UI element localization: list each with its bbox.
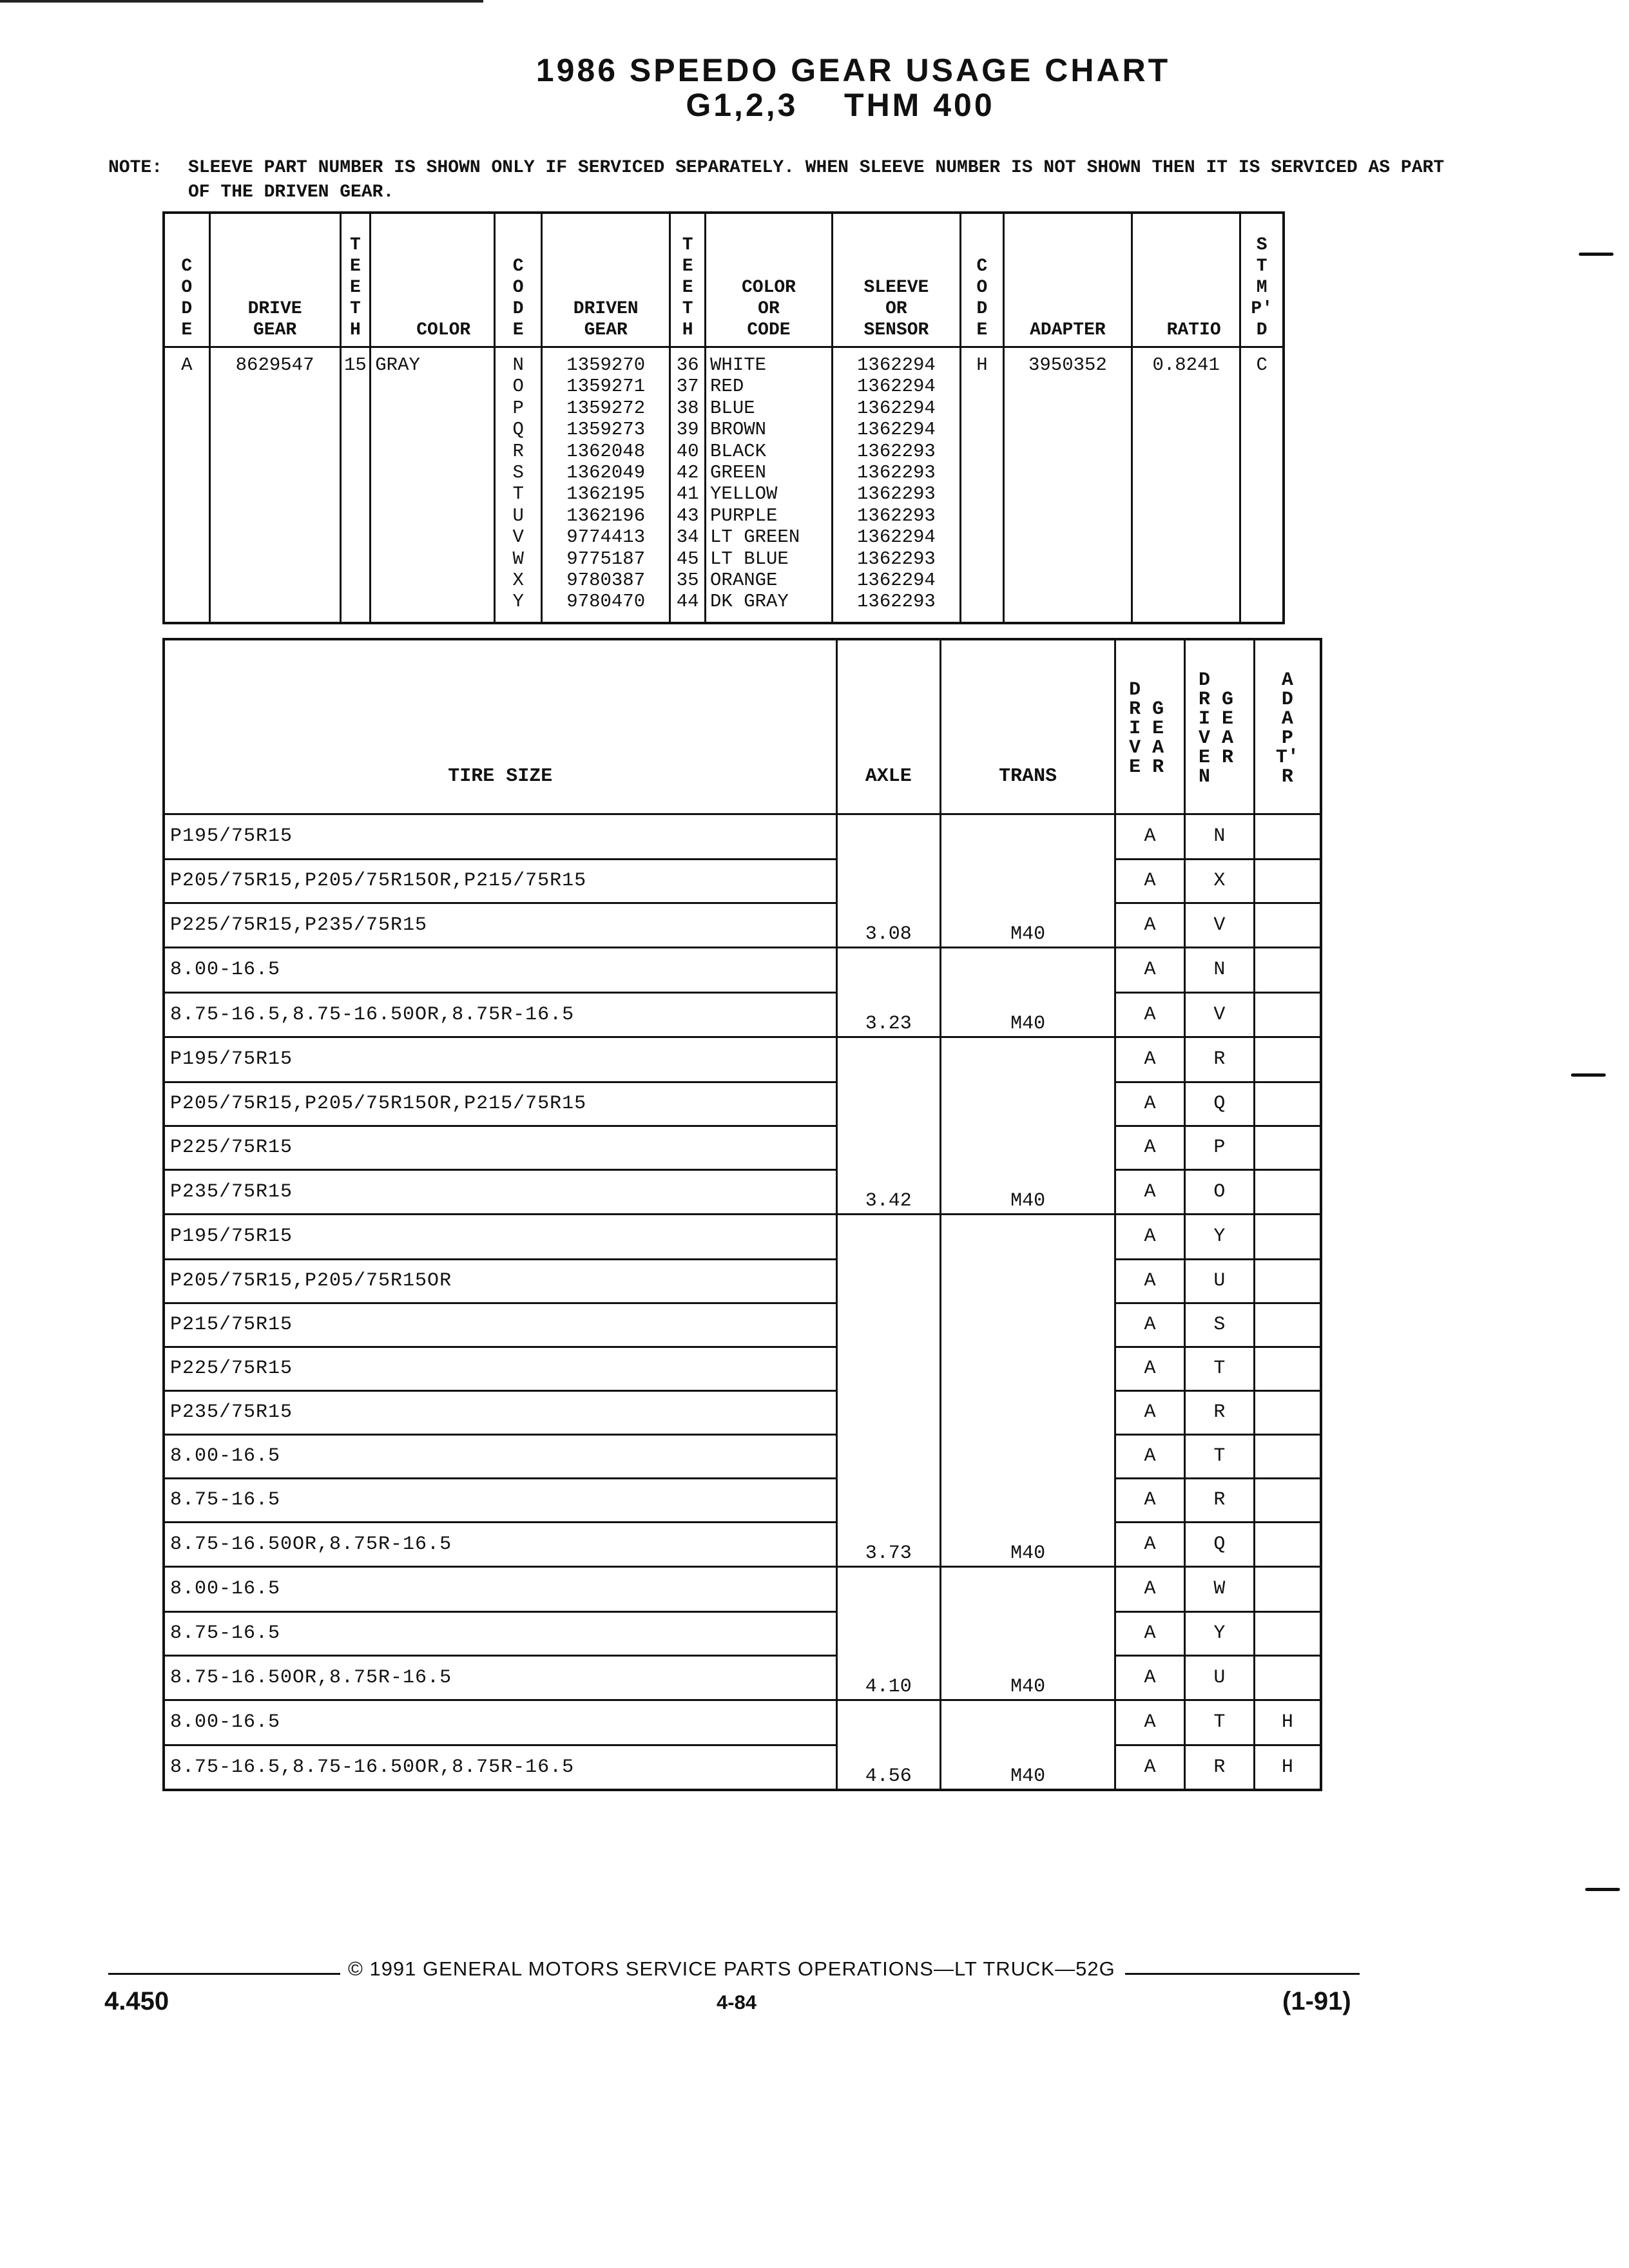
tire-size-cell: P195/75R15: [164, 814, 836, 860]
drive-gear-code-cell: A: [1115, 1303, 1185, 1347]
col-drive-gear-code: D R G I E V A E R: [1115, 639, 1185, 814]
footer-rule-left: [108, 1973, 340, 1975]
axle-cell: [836, 1259, 941, 1303]
driven-teeth-value: 45: [676, 548, 699, 570]
drive-gear-code-cell: A: [1115, 859, 1185, 903]
tire-row: [164, 1082, 1321, 1126]
driven-code-value: S: [512, 462, 524, 484]
tire-row: [164, 1700, 1321, 1745]
tire-row: [164, 1478, 1321, 1522]
adapter-code-cell: [1254, 1347, 1321, 1390]
driven-code-value: W: [512, 548, 524, 570]
driven-teeth-value: 44: [676, 591, 699, 613]
col-driven-gear-code: D R G I E V A E R N: [1184, 639, 1254, 814]
gear-table: [162, 211, 1285, 624]
driven-teeth-value: 40: [676, 440, 699, 462]
driven-code-value: O: [512, 376, 524, 398]
trans-cell: M40: [941, 903, 1115, 948]
tire-row: [164, 859, 1321, 903]
adapter-code-cell: [1254, 1215, 1321, 1260]
driven-gear-code-cell: Q: [1184, 1082, 1254, 1126]
axle-cell: [836, 1037, 941, 1082]
driven-gear-code-cell: T: [1184, 1700, 1254, 1745]
tire-row: [164, 1522, 1321, 1567]
adapter-code-cell: [1254, 1259, 1321, 1303]
trans-cell: [941, 1567, 1115, 1612]
driven-teeth: [670, 347, 706, 623]
driven-gear-code-cell: T: [1184, 1434, 1254, 1478]
adapter-part: 3950352: [1003, 347, 1132, 623]
driven-gear-code-cell: R: [1184, 1037, 1254, 1082]
col-code2: C O D E: [495, 213, 542, 347]
driven-gear-value: 1359270: [566, 354, 646, 376]
driven-sleeve-value: 1362293: [857, 505, 936, 526]
drive-gear-code-cell: A: [1115, 1037, 1185, 1082]
trans-cell: [941, 1215, 1115, 1260]
tire-row: [164, 1259, 1321, 1303]
axle-cell: 3.42: [836, 1169, 941, 1215]
col-teeth2: T E E T H: [670, 213, 706, 347]
driven-gear-code-cell: X: [1184, 859, 1254, 903]
driven-code-value: Y: [512, 591, 524, 613]
tire-row: [164, 1169, 1321, 1215]
driven-gear-value: 9780470: [566, 591, 646, 613]
adapter-code-cell: [1254, 1611, 1321, 1655]
driven-color-value: DK GRAY: [710, 591, 789, 613]
tire-size-cell: P225/75R15: [164, 1347, 836, 1390]
driven-sleeve-value: 1362293: [857, 591, 936, 613]
page-number: 4-84: [717, 1991, 757, 2013]
col-code3: C O D E: [960, 213, 1003, 347]
tire-size-cell: 8.75-16.50OR,8.75R-16.5: [164, 1522, 836, 1567]
trans-cell: [941, 1611, 1115, 1655]
revision-date: (1-91): [1282, 1987, 1351, 2015]
trans-cell: [941, 1434, 1115, 1478]
tire-row: [164, 1126, 1321, 1169]
driven-gear-value: 1359271: [566, 376, 646, 398]
adapter-code-cell: [1254, 1434, 1321, 1478]
trans-cell: [941, 948, 1115, 993]
drive-gear-code-cell: A: [1115, 992, 1185, 1037]
driven-gear-value: 1362049: [566, 462, 646, 484]
driven-sleeve-value: 1362293: [857, 548, 936, 570]
driven-gear-code-cell: N: [1184, 948, 1254, 993]
col-teeth: T E E T H: [340, 213, 371, 347]
drive-gear-code-cell: A: [1115, 1700, 1185, 1745]
tire-row: [164, 1611, 1321, 1655]
axle-cell: [836, 1567, 941, 1612]
adapter-code: H: [960, 347, 1003, 623]
col-color: COLOR: [371, 213, 495, 347]
driven-gear-value: 1362048: [566, 440, 646, 462]
tire-row: [164, 992, 1321, 1037]
tire-row: [164, 1037, 1321, 1082]
axle-cell: [836, 814, 941, 860]
adapter-code-cell: [1254, 1037, 1321, 1082]
adapter-code-cell: [1254, 1303, 1321, 1347]
axle-cell: [836, 1215, 941, 1260]
drive-gear-code-cell: A: [1115, 1169, 1185, 1215]
tire-size-cell: P195/75R15: [164, 1215, 836, 1260]
drive-teeth: 15: [340, 347, 371, 623]
tire-size-cell: P225/75R15: [164, 1126, 836, 1169]
col-color-code: COLOR OR CODE: [706, 213, 833, 347]
trans-cell: M40: [941, 992, 1115, 1037]
tire-size-cell: 8.00-16.5: [164, 1434, 836, 1478]
col-stmpd: S T M P' D: [1240, 213, 1284, 347]
tire-size-cell: 8.75-16.5,8.75-16.50OR,8.75R-16.5: [164, 992, 836, 1037]
tire-size-cell: 8.00-16.5: [164, 1567, 836, 1612]
driven-sleeve-value: 1362293: [857, 483, 936, 505]
driven-codes: [495, 347, 542, 623]
tire-row: [164, 1745, 1321, 1790]
axle-cell: 4.10: [836, 1655, 941, 1700]
axle-cell: [836, 1700, 941, 1745]
col-trans: TRANS: [941, 639, 1115, 814]
trans-cell: [941, 1126, 1115, 1169]
trans-cell: [941, 1082, 1115, 1126]
note-text: SLEEVE PART NUMBER IS SHOWN ONLY IF SERVICED SEPARATELY. WHEN SLEEVE NUMBER IS NOT SHOWN THEN IT IS SERVICED AS PART OF THE DRIVEN GEAR.: [188, 158, 1445, 202]
driven-gear-value: 9775187: [566, 548, 646, 570]
col-drive-gear: DRIVE GEAR: [209, 213, 340, 347]
driven-code-value: T: [512, 483, 524, 505]
page-subtitle: G1,2,3 THM 400: [686, 87, 995, 123]
drive-code: A: [164, 347, 209, 623]
driven-gear-code-cell: Y: [1184, 1215, 1254, 1260]
axle-cell: 3.73: [836, 1522, 941, 1567]
drive-gear-code-cell: A: [1115, 1082, 1185, 1126]
driven-code-value: P: [512, 397, 524, 419]
tire-size-cell: 8.00-16.5: [164, 1700, 836, 1745]
driven-color-value: LT BLUE: [710, 548, 789, 570]
driven-gear-value: 1359273: [566, 419, 646, 441]
page-section-number: 4.450: [104, 1987, 169, 2015]
margin-mark: [1585, 1888, 1620, 1891]
driven-code-value: R: [512, 440, 524, 462]
margin-mark: [1579, 253, 1614, 256]
driven-sleeve-value: 1362294: [857, 397, 936, 419]
driven-color-value: BLACK: [710, 440, 767, 462]
col-tire-size: TIRE SIZE: [164, 639, 836, 814]
tire-size-cell: 8.75-16.5: [164, 1611, 836, 1655]
trans-cell: [941, 1037, 1115, 1082]
driven-gear-value: 1362196: [566, 505, 646, 526]
driven-code-value: X: [512, 570, 524, 591]
tire-size-cell: P205/75R15,P205/75R15OR,P215/75R15: [164, 1082, 836, 1126]
driven-color-value: LT GREEN: [710, 526, 800, 548]
driven-gear-code-cell: R: [1184, 1745, 1254, 1790]
adapter-code-cell: [1254, 1655, 1321, 1700]
driven-gear-code-cell: T: [1184, 1347, 1254, 1390]
footer-rule-right: [1125, 1973, 1360, 1975]
tire-row: [164, 814, 1321, 860]
trans-cell: [941, 1478, 1115, 1522]
adapter-ratio: 0.8241: [1132, 347, 1240, 623]
driven-sleeve-value: 1362293: [857, 462, 936, 484]
tire-table: [162, 638, 1322, 1791]
drive-gear-code-cell: A: [1115, 1655, 1185, 1700]
tire-row: [164, 1215, 1321, 1260]
drive-gear-code-cell: A: [1115, 1390, 1185, 1434]
driven-gear-code-cell: S: [1184, 1303, 1254, 1347]
trans-cell: [941, 814, 1115, 860]
adapter-code-cell: [1254, 1567, 1321, 1612]
driven-gear-value: 9780387: [566, 570, 646, 591]
driven-gear-code-cell: R: [1184, 1390, 1254, 1434]
tire-size-cell: P235/75R15: [164, 1390, 836, 1434]
adapter-code-cell: H: [1254, 1745, 1321, 1790]
driven-gear-code-cell: Y: [1184, 1611, 1254, 1655]
axle-cell: [836, 1347, 941, 1390]
tire-row: [164, 948, 1321, 993]
drive-gear-code-cell: A: [1115, 1215, 1185, 1260]
driven-color-value: WHITE: [710, 354, 767, 376]
trans-cell: M40: [941, 1169, 1115, 1215]
tire-size-cell: 8.00-16.5: [164, 948, 836, 993]
tire-size-cell: P215/75R15: [164, 1303, 836, 1347]
tire-size-cell: 8.75-16.50OR,8.75R-16.5: [164, 1655, 836, 1700]
driven-gear-code-cell: R: [1184, 1478, 1254, 1522]
driven-code-value: Q: [512, 419, 524, 441]
trans-cell: M40: [941, 1745, 1115, 1790]
tire-size-cell: P225/75R15,P235/75R15: [164, 903, 836, 948]
trans-cell: [941, 1700, 1115, 1745]
driven-sleeve-value: 1362294: [857, 376, 936, 398]
driven-teeth-value: 35: [676, 570, 699, 591]
driven-teeth-value: 36: [676, 354, 699, 376]
driven-gear-code-cell: W: [1184, 1567, 1254, 1612]
driven-color-value: PURPLE: [710, 505, 778, 526]
axle-cell: 4.56: [836, 1745, 941, 1790]
axle-cell: [836, 859, 941, 903]
tire-size-cell: 8.75-16.5: [164, 1478, 836, 1522]
drive-gear-code-cell: A: [1115, 1347, 1185, 1390]
axle-cell: 3.08: [836, 903, 941, 948]
driven-gear-code-cell: V: [1184, 903, 1254, 948]
adapter-code-cell: H: [1254, 1700, 1321, 1745]
adapter-code-cell: [1254, 859, 1321, 903]
axle-cell: [836, 1611, 941, 1655]
top-rule: [0, 0, 483, 3]
copyright: © 1991 GENERAL MOTORS SERVICE PARTS OPERATIONS—LT TRUCK—52G: [348, 1957, 1115, 1980]
adapter-code-cell: [1254, 1390, 1321, 1434]
driven-teeth-value: 41: [676, 483, 699, 505]
drive-gear-code-cell: A: [1115, 903, 1185, 948]
driven-color-value: RED: [710, 376, 744, 398]
tire-row: [164, 1390, 1321, 1434]
driven-sleeves: [832, 347, 960, 623]
driven-sleeve-value: 1362294: [857, 570, 936, 591]
axle-cell: [836, 1390, 941, 1434]
axle-cell: [836, 1126, 941, 1169]
adapter-code-cell: [1254, 948, 1321, 993]
driven-gear-code-cell: O: [1184, 1169, 1254, 1215]
driven-gear-code-cell: P: [1184, 1126, 1254, 1169]
driven-color-value: GREEN: [710, 462, 767, 484]
driven-sleeve-value: 1362294: [857, 526, 936, 548]
driven-teeth-value: 37: [676, 376, 699, 398]
driven-gear-value: 9774413: [566, 526, 646, 548]
axle-cell: [836, 1478, 941, 1522]
trans-cell: M40: [941, 1655, 1115, 1700]
adapter-code-cell: [1254, 1082, 1321, 1126]
adapter-code-cell: [1254, 1522, 1321, 1567]
drive-gear-code-cell: A: [1115, 1126, 1185, 1169]
drive-gear-code-cell: A: [1115, 1259, 1185, 1303]
driven-gear-code-cell: V: [1184, 992, 1254, 1037]
tire-row: [164, 1347, 1321, 1390]
page-title: 1986 SPEEDO GEAR USAGE CHART: [535, 52, 1171, 88]
tire-row: [164, 1655, 1321, 1700]
trans-cell: [941, 1347, 1115, 1390]
driven-gear-code-cell: Q: [1184, 1522, 1254, 1567]
adapter-code-cell: [1254, 992, 1321, 1037]
tire-size-cell: 8.75-16.5,8.75-16.50OR,8.75R-16.5: [164, 1745, 836, 1790]
driven-colors: [706, 347, 833, 623]
driven-sleeve-value: 1362294: [857, 354, 936, 376]
drive-color: GRAY: [371, 347, 495, 623]
gear-table-header: [164, 213, 1284, 347]
col-adapter: ADAPTER: [1003, 213, 1132, 347]
adapter-stmpd: C: [1240, 347, 1284, 623]
driven-gear-code-cell: U: [1184, 1259, 1254, 1303]
tire-size-cell: P235/75R15: [164, 1169, 836, 1215]
driven-color-value: YELLOW: [710, 483, 778, 505]
axle-cell: [836, 1434, 941, 1478]
driven-teeth-value: 38: [676, 397, 699, 419]
col-ratio: RATIO: [1132, 213, 1240, 347]
driven-color-value: BROWN: [710, 419, 767, 441]
drive-gear-code-cell: A: [1115, 948, 1185, 993]
trans-cell: [941, 1390, 1115, 1434]
driven-teeth-value: 42: [676, 462, 699, 484]
col-code: C O D E: [164, 213, 209, 347]
tire-size-cell: P195/75R15: [164, 1037, 836, 1082]
adapter-code-cell: [1254, 1169, 1321, 1215]
tire-row: [164, 1303, 1321, 1347]
drive-gear-code-cell: A: [1115, 1567, 1185, 1612]
col-adapter-code: A D A P T' R: [1254, 639, 1321, 814]
driven-sleeve-value: 1362294: [857, 419, 936, 441]
axle-cell: [836, 1082, 941, 1126]
note-label: NOTE:: [108, 158, 163, 178]
driven-gear-value: 1359272: [566, 397, 646, 419]
drive-gear-code-cell: A: [1115, 1522, 1185, 1567]
drive-gear-code-cell: A: [1115, 1611, 1185, 1655]
trans-cell: [941, 1259, 1115, 1303]
trans-cell: [941, 859, 1115, 903]
driven-sleeve-value: 1362293: [857, 440, 936, 462]
col-axle: AXLE: [836, 639, 941, 814]
drive-gear-code-cell: A: [1115, 814, 1185, 860]
tire-row: [164, 903, 1321, 948]
axle-cell: 3.23: [836, 992, 941, 1037]
tire-size-cell: P205/75R15,P205/75R15OR: [164, 1259, 836, 1303]
tire-table-header: [164, 639, 1321, 814]
driven-teeth-value: 43: [676, 505, 699, 526]
driven-gears: [542, 347, 670, 623]
driven-gear-code-cell: U: [1184, 1655, 1254, 1700]
margin-mark: [1571, 1073, 1606, 1077]
axle-cell: [836, 1303, 941, 1347]
driven-gear-code-cell: N: [1184, 814, 1254, 860]
driven-gear-value: 1362195: [566, 483, 646, 505]
trans-cell: M40: [941, 1522, 1115, 1567]
driven-code-value: N: [512, 354, 524, 376]
col-sleeve: SLEEVE OR SENSOR: [832, 213, 960, 347]
driven-code-value: V: [512, 526, 524, 548]
col-driven-gear: DRIVEN GEAR: [542, 213, 670, 347]
tire-row: [164, 1434, 1321, 1478]
tire-row: [164, 1567, 1321, 1612]
drive-gear-code-cell: A: [1115, 1434, 1185, 1478]
axle-cell: [836, 948, 941, 993]
drive-gear-code-cell: A: [1115, 1478, 1185, 1522]
adapter-code-cell: [1254, 1478, 1321, 1522]
driven-teeth-value: 34: [676, 526, 699, 548]
driven-teeth-value: 39: [676, 419, 699, 441]
adapter-code-cell: [1254, 814, 1321, 860]
driven-color-value: BLUE: [710, 397, 755, 419]
tire-size-cell: P205/75R15,P205/75R15OR,P215/75R15: [164, 859, 836, 903]
tire-table-body: [164, 814, 1321, 1791]
gear-table-row: [164, 347, 1284, 623]
driven-code-value: U: [512, 505, 524, 526]
driven-color-value: ORANGE: [710, 570, 778, 591]
adapter-code-cell: [1254, 1126, 1321, 1169]
trans-cell: [941, 1303, 1115, 1347]
adapter-code-cell: [1254, 903, 1321, 948]
drive-gear: 8629547: [209, 347, 340, 623]
drive-gear-code-cell: A: [1115, 1745, 1185, 1790]
